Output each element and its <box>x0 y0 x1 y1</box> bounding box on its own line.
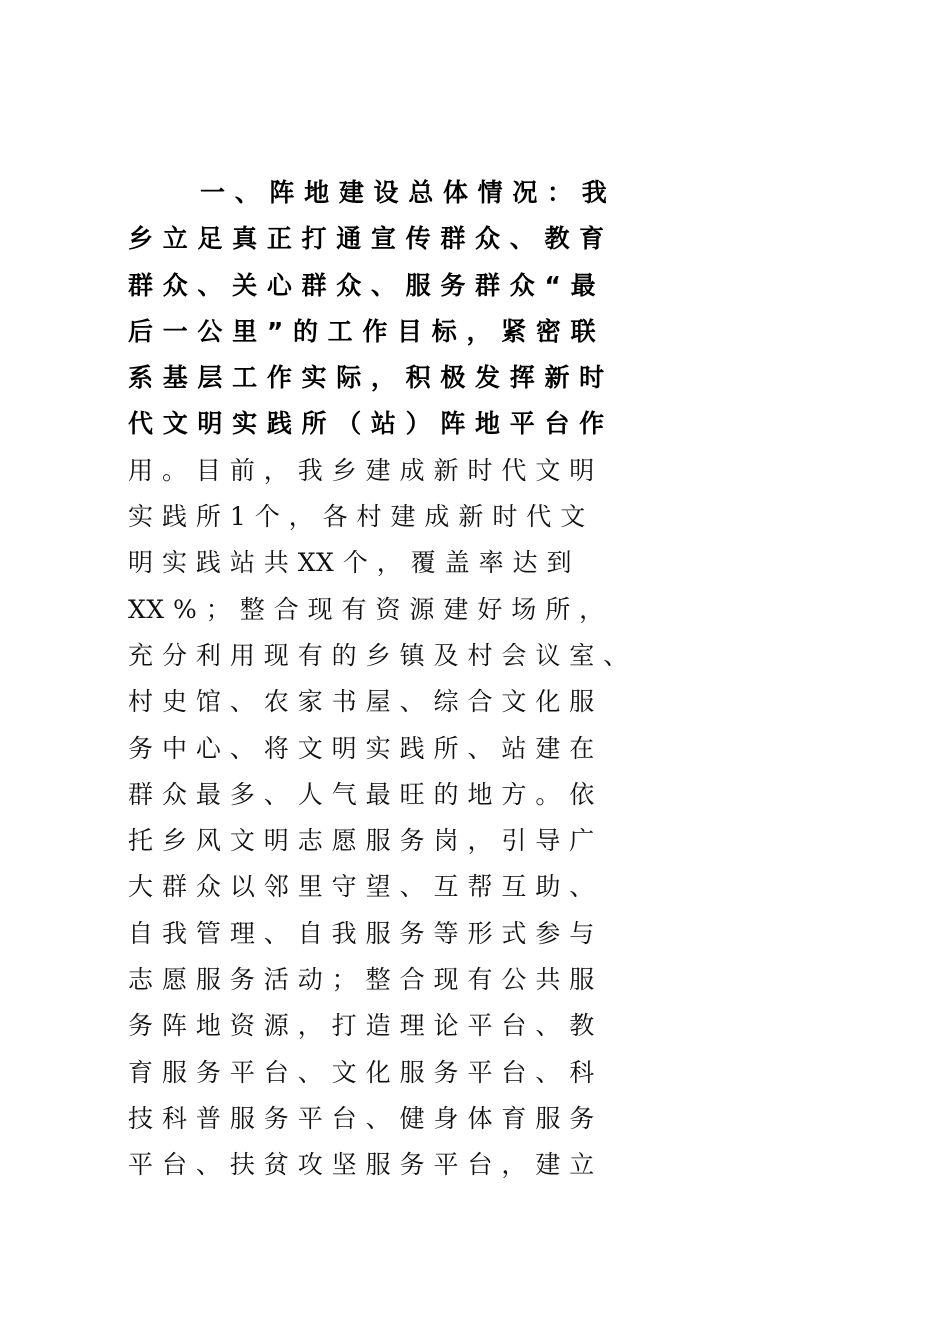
text-line: 后 一 公 里 ” 的 工 作 目 标 ， 紧 密 联 <box>128 316 597 346</box>
text-line: 一 、 阵 地 建 设 总 体 情 况 ： 我 <box>200 178 608 207</box>
text-line: 群 众 最 多 、 人 气 最 旺 的 地 方 。 依 <box>128 779 595 809</box>
text-line: 自 我 管 理 、 自 我 服 务 等 形 式 参 与 <box>128 918 595 948</box>
text-line: 平 台 、 扶 贫 攻 坚 服 务 平 台 ， 建 立 <box>128 1150 595 1180</box>
text-line: 技 科 普 服 务 平 台 、 健 身 体 育 服 务 <box>128 1103 595 1133</box>
text-line: 大 群 众 以 邻 里 守 望 、 互 帮 互 助 、 <box>128 872 595 902</box>
body-text <box>128 170 848 1189</box>
text-line: 务 中 心 、 将 文 明 实 践 所 、 站 建 在 <box>128 733 595 763</box>
text-line: 托 乡 风 文 明 志 愿 服 务 岗 ， 引 导 广 <box>128 826 595 856</box>
text-line: 代 文 明 实 践 所 （ 站 ） 阵 地 平 台 作 <box>128 409 605 439</box>
text-line: 充 分 利 用 现 有 的 乡 镇 及 村 会 议 室 、 <box>128 640 629 670</box>
text-line: 系 基 层 工 作 实 际 ， 积 极 发 挥 新 时 <box>128 363 605 393</box>
text-line: 明 实 践 站 共 XX 个 ， 覆 盖 率 达 到 <box>128 548 572 578</box>
text-line: XX % ； 整 合 现 有 资 源 建 好 场 所 ， <box>128 594 605 624</box>
text-line: 村 史 馆 、 农 家 书 屋 、 综 合 文 化 服 <box>128 687 595 717</box>
text-line: 乡 立 足 真 正 打 通 宣 传 群 众 、 教 育 <box>128 224 605 254</box>
text-line: 务 阵 地 资 源 ， 打 造 理 论 平 台 、 教 <box>128 1011 595 1041</box>
text-line: 育 服 务 平 台 、 文 化 服 务 平 台 、 科 <box>128 1057 595 1087</box>
text-line: 志 愿 服 务 活 动 ； 整 合 现 有 公 共 服 <box>128 965 595 995</box>
text-line: 用 。 目 前 ， 我 乡 建 成 新 时 代 文 明 <box>128 455 595 485</box>
text-line: 群 众 、 关 心 群 众 、 服 务 群 众 “ 最 <box>128 270 597 300</box>
text-line: 实 践 所 1 个 ， 各 村 建 成 新 时 代 文 <box>128 502 586 532</box>
